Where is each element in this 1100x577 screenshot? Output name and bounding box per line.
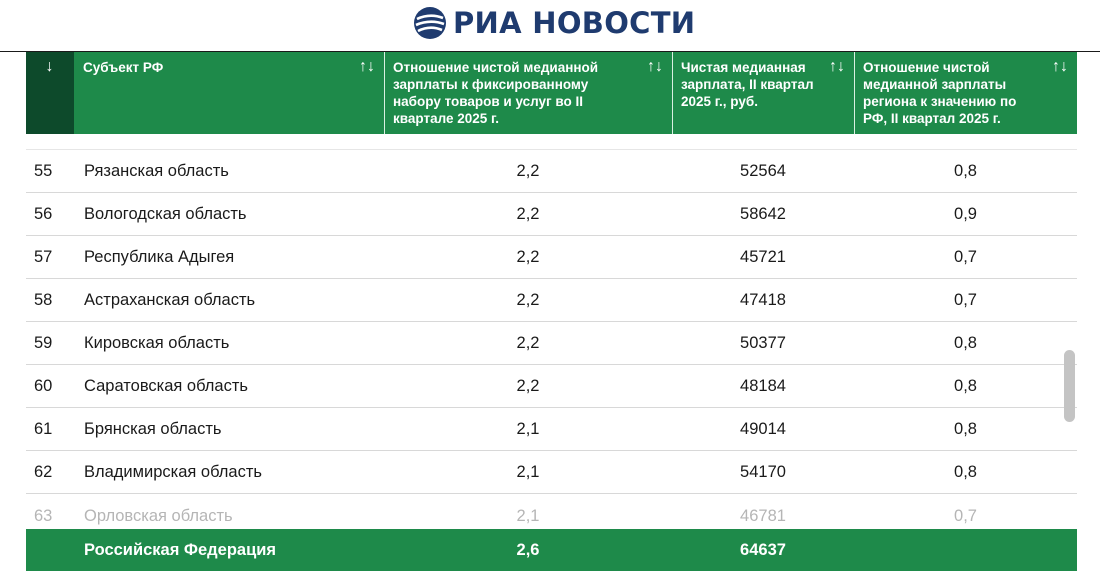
basket-ratio: 2,1 xyxy=(516,420,540,438)
table-row xyxy=(26,236,1077,279)
row-index: 55 xyxy=(34,162,53,180)
sort-icon[interactable]: ↑↓ xyxy=(647,58,663,75)
table-row xyxy=(26,322,1077,365)
logo-text: РИА НОВОСТИ xyxy=(453,6,696,40)
sort-icon[interactable]: ↑↓ xyxy=(359,58,375,75)
table-body[interactable] xyxy=(26,134,1077,529)
median-salary: 49014 xyxy=(740,420,786,438)
arrow-down-icon: ↓ xyxy=(45,58,54,75)
basket-ratio: 2,1 xyxy=(516,507,540,525)
column-header-ratio[interactable] xyxy=(384,52,672,134)
vertical-scrollbar-thumb[interactable] xyxy=(1064,350,1075,422)
basket-ratio: 2,2 xyxy=(516,377,540,395)
regional-ratio: 0,7 xyxy=(954,507,977,525)
regional-ratio: 0,9 xyxy=(954,205,977,223)
table-row xyxy=(26,279,1077,322)
regional-ratio: 0,7 xyxy=(954,248,977,266)
row-index: 58 xyxy=(34,291,53,309)
total-regional-ratio xyxy=(854,529,1077,571)
column-header-label: Отношение чистой медианной зарплаты к фиксированному набору товаров и услуг во II квартале 2025 г. xyxy=(393,60,599,126)
region-name: Республика Адыгея xyxy=(84,248,235,266)
region-name: Кировская область xyxy=(84,334,230,352)
regional-ratio: 0,8 xyxy=(954,162,977,180)
table-row xyxy=(26,408,1077,451)
median-salary: 52564 xyxy=(740,162,786,180)
regional-ratio: 0,8 xyxy=(954,463,977,481)
column-header-regional-ratio[interactable] xyxy=(854,52,1077,134)
median-salary: 48184 xyxy=(740,377,786,395)
sort-icon[interactable]: ↑↓ xyxy=(1052,58,1068,75)
row-index: 63 xyxy=(34,507,53,525)
column-header-region[interactable] xyxy=(74,52,384,134)
basket-ratio: 2,2 xyxy=(516,291,540,309)
regional-ratio: 0,8 xyxy=(954,420,977,438)
sort-icon[interactable]: ↑↓ xyxy=(829,58,845,75)
basket-ratio: 2,2 xyxy=(516,205,540,223)
region-name: Вологодская область xyxy=(84,205,247,223)
sort-index-button[interactable] xyxy=(26,52,74,134)
table-row xyxy=(26,495,1077,529)
region-name: Рязанская область xyxy=(84,162,229,180)
table-row xyxy=(26,150,1077,193)
column-header-salary[interactable] xyxy=(672,52,854,134)
region-name: Орловская область xyxy=(84,507,233,525)
median-salary: 45721 xyxy=(740,248,786,266)
column-header-label: Отношение чистой медианной зарплаты региона к значению по РФ, II квартал 2025 г. xyxy=(863,60,1017,126)
row-index: 61 xyxy=(34,420,53,438)
regional-ratio: 0,7 xyxy=(954,291,977,309)
region-name: Брянская область xyxy=(84,420,222,438)
column-header-label: Чистая медианная зарплата, II квартал 2025 г., руб. xyxy=(681,60,814,109)
total-median-salary: 64637 xyxy=(740,541,786,559)
ria-logo[interactable] xyxy=(413,5,695,41)
total-region-name: Российская Федерация xyxy=(84,541,276,559)
basket-ratio: 2,1 xyxy=(516,463,540,481)
table-footer-total-row xyxy=(26,529,1077,571)
basket-ratio: 2,2 xyxy=(516,162,540,180)
basket-ratio: 2,2 xyxy=(516,334,540,352)
row-index: 57 xyxy=(34,248,53,266)
median-salary: 47418 xyxy=(740,291,786,309)
regional-ratio: 0,8 xyxy=(954,334,977,352)
median-salary: 58642 xyxy=(740,205,786,223)
column-header-label: Субъект РФ xyxy=(83,60,164,75)
region-name: Астраханская область xyxy=(84,291,256,309)
table-row xyxy=(26,451,1077,494)
region-name: Владимирская область xyxy=(84,463,263,481)
basket-ratio: 2,2 xyxy=(516,248,540,266)
median-salary: 54170 xyxy=(740,463,786,481)
row-index: 62 xyxy=(34,463,53,481)
median-salary: 46781 xyxy=(740,507,786,525)
row-index: 59 xyxy=(34,334,53,352)
table-row xyxy=(26,193,1077,236)
table-row xyxy=(26,365,1077,408)
row-index: 60 xyxy=(34,377,53,395)
row-index: 56 xyxy=(34,205,53,223)
regional-ratio: 0,8 xyxy=(954,377,977,395)
table-header xyxy=(26,52,1077,134)
site-header xyxy=(0,0,1100,51)
median-salary: 50377 xyxy=(740,334,786,352)
region-name: Саратовская область xyxy=(84,377,249,395)
ria-globe-icon xyxy=(413,6,447,40)
total-basket-ratio: 2,6 xyxy=(516,541,540,559)
